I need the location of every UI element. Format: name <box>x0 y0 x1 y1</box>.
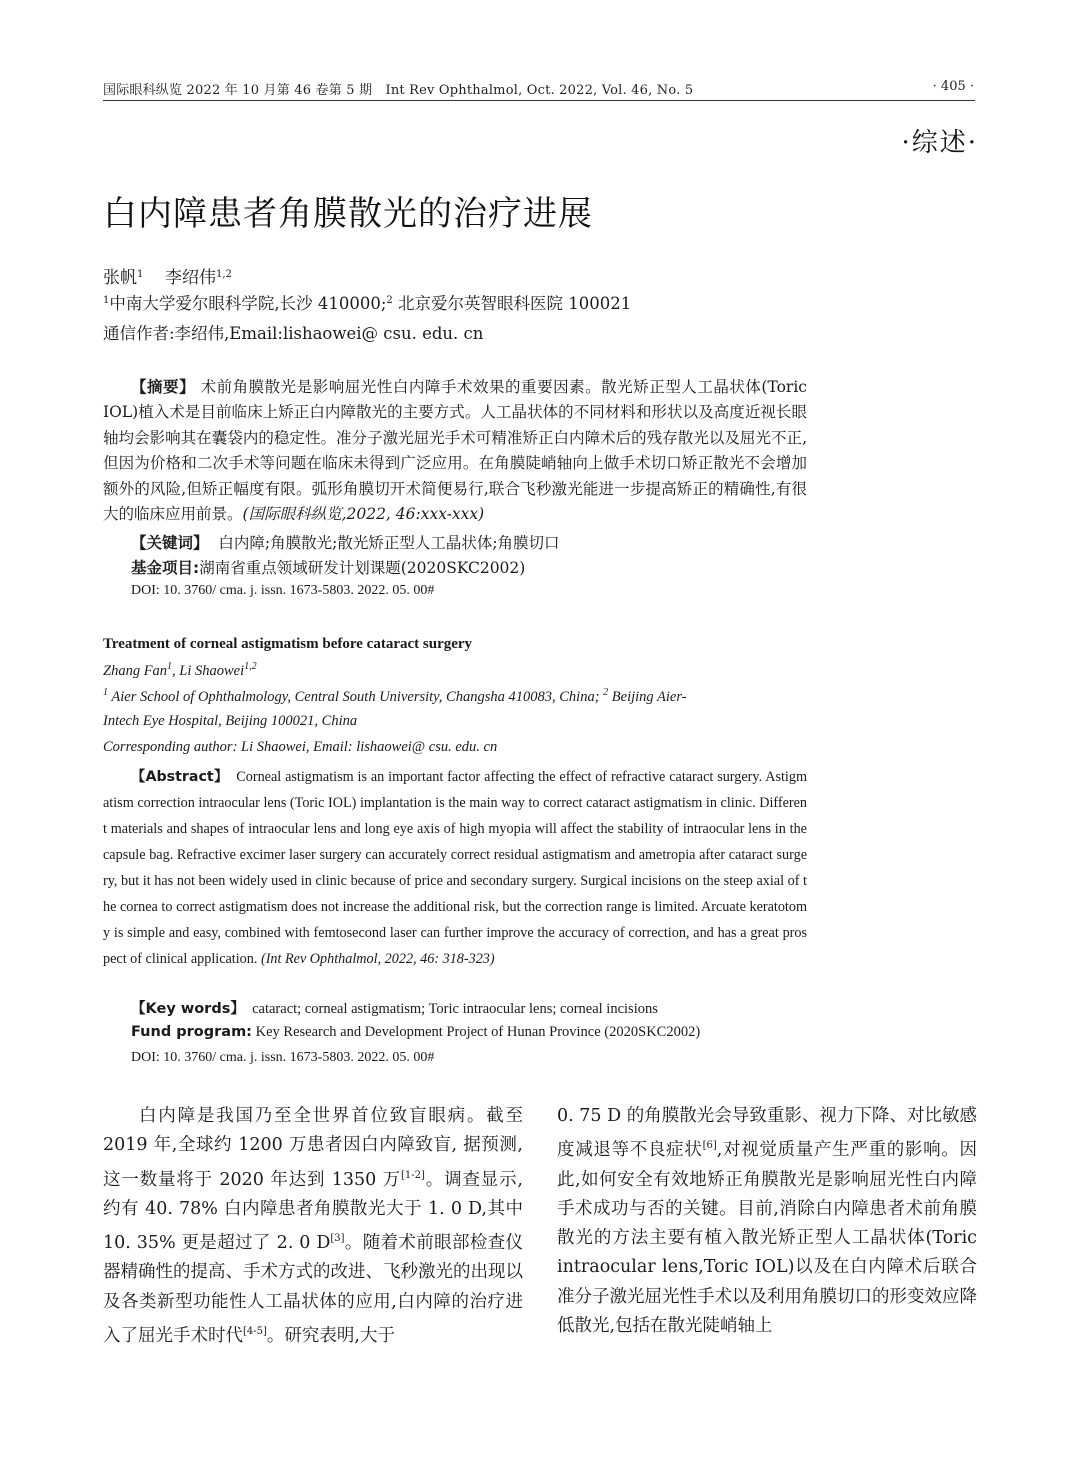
en-doi: DOI: 10. 3760/ cma. j. issn. 1673-5803. 2022. 05. 00# <box>131 1050 435 1065</box>
author-name: 李绍伟 <box>165 268 216 288</box>
cn-fund-text: 湖南省重点领域研发计划课题(2020SKC2002) <box>199 559 526 577</box>
author-sup: 1,2 <box>216 269 232 280</box>
body-text: ,对视觉质量产生严重的影响。因此,如何安全有效地矫正角膜散光是影响屈光性白内障手术成功与否的关键。目前,消除白内障患者术前角膜散光的方法主要有植入散光矫正型人工晶状体(Toric intraocular lens,Toric IOL)以及在白内障术后联合准分子激光屈光性手术以及利用角膜切口的形变效应降低散光,包括在散光陡峭轴上 <box>557 1140 978 1337</box>
en-keywords-text: cataract; corneal astigmatism; Toric intraocular lens; corneal incisions <box>252 1001 658 1017</box>
en-abstract-citation: (Int Rev Ophthalmol, 2022, 46: 318-323) <box>260 951 495 967</box>
cn-doi: DOI: 10. 3760/ cma. j. issn. 1673-5803. 2022. 05. 00# <box>131 583 435 598</box>
affiliation <box>103 290 631 314</box>
body-text: 。随着术前眼部检查仪器精确性的提高、手术方式的改进、飞秒激光的出现以及各类新型功能性人工晶状体的应用,白内障的治疗进入了屈光手术时代 <box>103 1233 524 1347</box>
cn-keywords <box>131 531 560 553</box>
body-column-right <box>557 1102 977 1341</box>
body-text: 白内障是我国乃至全世界首位致盲眼病。截至 2019 年,全球约 1200 万患者因白内障致盲, 据预测,这一数量将于 2020 年达到 1350 万 <box>103 1106 523 1190</box>
cn-keywords-text: 白内障;角膜散光;散光矫正型人工晶状体;角膜切口 <box>218 534 560 552</box>
citation-ref: [1-2] <box>401 1169 425 1181</box>
article-title: 白内障患者角膜散光的治疗进展 <box>103 194 593 234</box>
running-header: 国际眼科纵览 2022 年 10 月第 46 卷第 5 期 Int Rev Ophthalmol, Oct. 2022, Vol. 46, No. 5 <box>103 83 694 98</box>
en-aff-text: Aier School of Ophthalmology, Central South University, Changsha 410083, China; <box>111 689 600 705</box>
header-rule <box>103 100 975 101</box>
author-line <box>103 263 232 288</box>
body-text: 。研究表明,大于 <box>266 1326 395 1347</box>
en-affiliation <box>103 687 687 706</box>
en-fund-label: Fund program: <box>131 1024 252 1040</box>
citation-ref: [4-5] <box>243 1326 267 1338</box>
cn-keywords-label: 【关键词】 <box>131 534 209 552</box>
en-keywords-label: 【Key words】 <box>131 1001 245 1017</box>
body-text: 。调查显示,约有 40. 78% 白内障患者角膜散光大于 1. 0 D,其中 10. 35% 更是超过了 2. 0 D <box>103 1169 523 1254</box>
aff-sup: 1 <box>103 295 110 306</box>
en-aff-text: Beijing Aier- <box>611 689 687 705</box>
cn-fund <box>131 556 525 578</box>
author-name: 张帆 <box>103 268 137 288</box>
corresponding-author: 通信作者:李绍伟,Email:lishaowei@ csu. edu. cn <box>103 324 484 343</box>
en-author-name: Li Shaowei <box>179 663 245 679</box>
en-author-sup: 1 <box>167 661 173 672</box>
aff-text: 北京爱尔英智眼科医院 100021 <box>398 294 632 313</box>
section-tag: ·综述· <box>901 128 978 158</box>
en-fund-text: Key Research and Development Project of Hunan Province (2020SKC2002) <box>255 1024 701 1040</box>
en-authors: Zhang Fan$^1$, Li Shaowei$^{1,2}$ <box>103 661 257 679</box>
en-abstract <box>103 764 807 972</box>
page-number: · 405 · <box>932 79 974 94</box>
cn-abstract-label: 【摘要】 <box>131 378 196 396</box>
en-abstract-label: 【Abstract】 <box>131 769 229 785</box>
en-author-name: Zhang Fan <box>103 663 168 679</box>
en-aff-sup: 2 <box>603 687 609 698</box>
aff-text: 中南大学爱尔眼科学院,长沙 410000; <box>109 294 387 313</box>
en-abstract-body: Corneal astigmatism is an important factor affecting the effect of refractive cataract surgery. Astigmatism correction intraocular lens (Toric IOL) implantation is the main way to correct cataract astigmatism in clinic. Different materials and shapes of intraocular lens and long eye axis of high myopia will affect the stability of intraocular lens in the capsule bag. Refractive excimer laser surgery can accurately correct residual astigmatism and ametropia after cataract surgery, but it has not been widely used in clinic because of price and secondary surgery. Surgical incisions on the steep axial of the cornea to correct astigmatism does not increase the additional risk, but the correction range is limited. Arcuate keratotomy is simple and easy, combined with femtosecond laser can further improve the accuracy of correction, and has a great prospect of clinical application. <box>103 769 807 967</box>
en-aff-sup: 1 <box>103 687 108 698</box>
en-keywords <box>131 997 658 1018</box>
cn-abstract-citation: (国际眼科纵览,2022, 46:xxx-xxx) <box>242 505 485 524</box>
en-title: Treatment of corneal astigmatism before cataract surgery <box>103 636 473 652</box>
aff-sup: 2 <box>386 295 393 306</box>
en-corresponding: Corresponding author: Li Shaowei, Email: lishaowei@ csu. edu. cn <box>103 739 498 755</box>
citation-ref: [3] <box>330 1233 345 1245</box>
cn-fund-label: 基金项目: <box>131 559 200 577</box>
cn-abstract <box>103 375 807 527</box>
body-text: 0. 75 D 的角膜散光会导致重影、视力下降、对比敏感度减退等不良症状 <box>557 1106 977 1161</box>
en-affiliation-cont: Intech Eye Hospital, Beijing 100021, China <box>103 713 358 729</box>
body-column-left <box>103 1102 523 1351</box>
en-fund <box>131 1024 700 1041</box>
author-sup: 1 <box>137 269 144 280</box>
cn-abstract-body: 术前角膜散光是影响屈光性白内障手术效果的重要因素。散光矫正型人工晶状体(Toric IOL)植入术是目前临床上矫正白内障散光的主要方式。人工晶状体的不同材料和形状以及高度近视长眼轴均会影响其在囊袋内的稳定性。准分子激光屈光手术可精准矫正白内障术后的残存散光以及屈光不正,但因为价格和二次手术等问题在临床未得到广泛应用。在角膜陡峭轴向上做手术切口矫正散光不会增加额外的风险,但矫正幅度有限。弧形角膜切开术简便易行,联合飞秒激光能进一步提高矫正的精确性,有很大的临床应用前景。 <box>103 378 807 524</box>
citation-ref: [6] <box>702 1140 717 1152</box>
en-author-sup: 1,2 <box>244 661 257 672</box>
